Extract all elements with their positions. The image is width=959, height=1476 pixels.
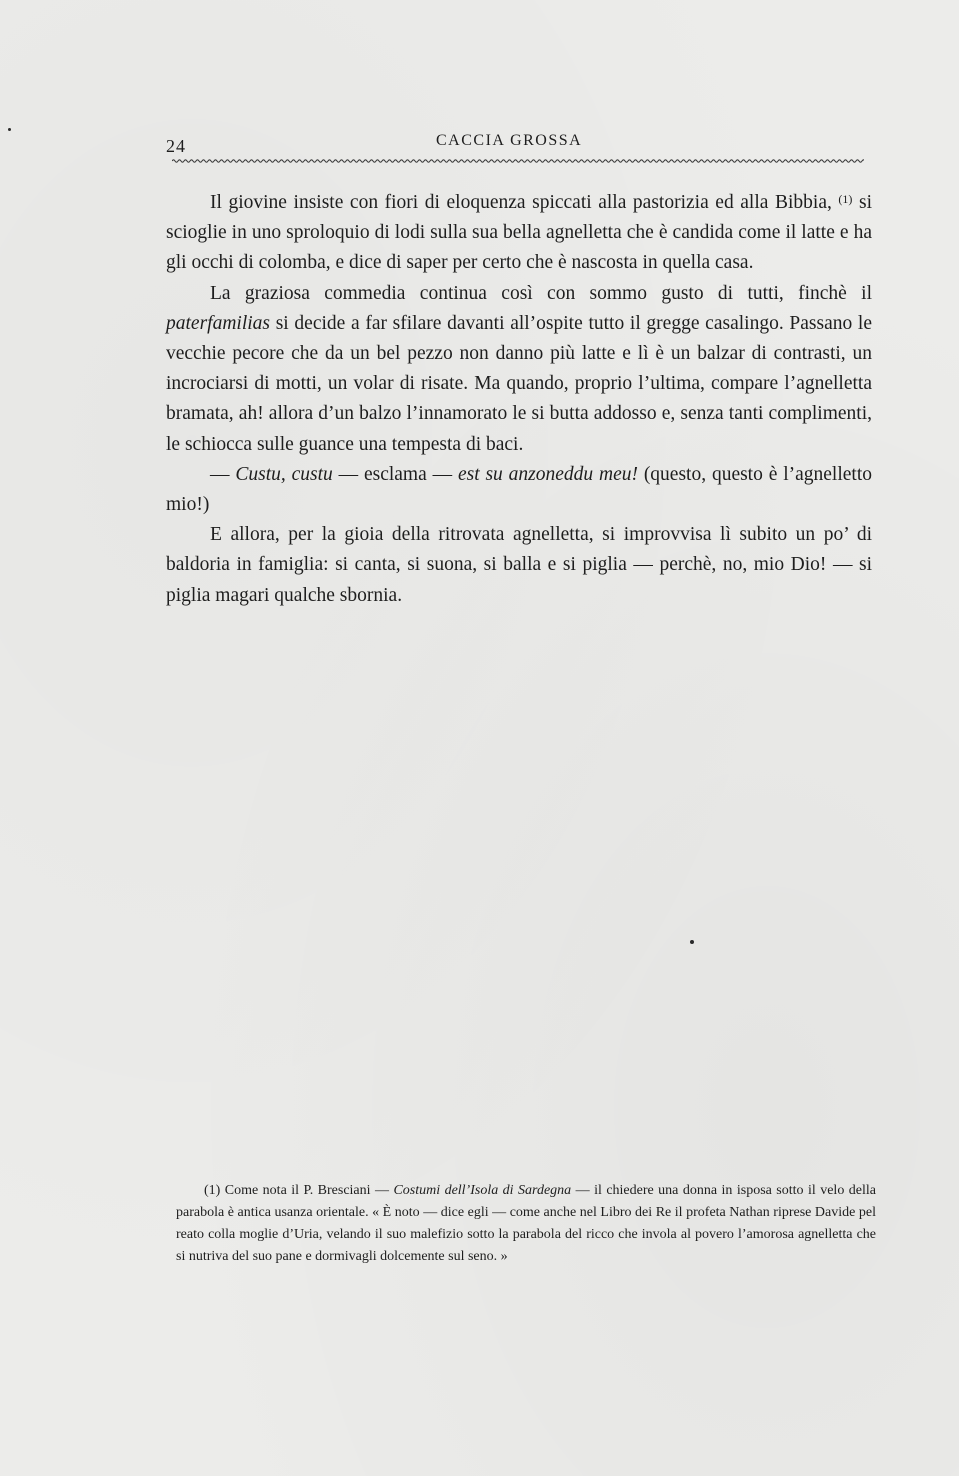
- footnote-block: [176, 1180, 876, 1268]
- paragraph-2: La graziosa commedia continua così con sommo gusto di tutti, finchè il paterfamilias si decide a far sfilare davanti all’ospite tutto il gregge casalingo. Passano le vecchie pecore che da un bel pezzo non danno più latte e lì è un balzar di contrasti, un incrociarsi di motti, un volar di risate. Ma quando, proprio l’ultima, compare l’agnelletta bramata, ah! allora d’un balzo l’innamorato le si butta addosso e, senza tanti complimenti, le schiocca sulle guance una tempesta di baci.: [166, 282, 872, 455]
- running-title: CACCIA GROSSA: [436, 132, 583, 149]
- running-head: [166, 130, 866, 158]
- main-text: [166, 184, 872, 611]
- italic-term: paterfamilias: [166, 312, 271, 334]
- footnote-reference: (1): [838, 192, 853, 206]
- footnote-italic-title: Costumi dell’Isola di Sardegna: [393, 1183, 572, 1198]
- paragraph-3: — Custu, custu — esclama — est su anzoneddu meu! (questo, questo è l’agnelletto mio!): [166, 463, 872, 516]
- header-wavy-rule: [172, 158, 864, 164]
- ink-speck: [690, 940, 694, 944]
- italic-quote: Custu, custu: [235, 463, 333, 485]
- paragraph-1: Il giovine insiste con fiori di eloquenza spiccati alla pastorizia ed alla Bibbia, $^{(1)}$ si scioglie in uno sproloquio di lodi sulla sua bella agnelletta che è candida come il latte e ha gli occhi di colomba, e dice di saper per certo che è nascosta in quella casa.: [166, 192, 872, 274]
- page-number: 24: [166, 136, 186, 156]
- italic-quote-sardinian: est su anzoneddu meu!: [457, 463, 638, 485]
- ink-speck: [8, 128, 11, 131]
- paragraph-4: E allora, per la gioia della ritrovata agnelletta, si improvvisa lì subito un po’ di baldoria in famiglia: si canta, si suona, si balla e si piglia — perchè, no, mio Dio! — si piglia magari qualche sbornia.: [166, 524, 872, 606]
- footnote-1: (1) Come nota il P. Bresciani — Costumi dell’Isola di Sardegna — il chiedere una donna in isposa sotto il velo della parabola è antica usanza orientale. « È noto — dice egli — come anche nel Libro dei Re il profeta Nathan riprese Davide pel reato colla moglie d’Uria, velando il suo malefizio sotto la parabola del ricco che invola al povero l’amorosa agnelletta che si nutriva del suo pane e dormivagli dolcemente sul seno. »: [176, 1183, 876, 1264]
